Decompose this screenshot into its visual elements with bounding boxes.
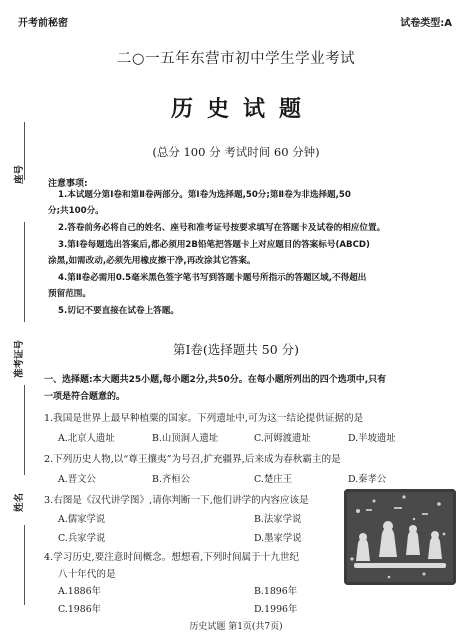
lecture-rubbing-image: [344, 489, 456, 585]
question-3-option-d: D.墨家学说: [254, 533, 302, 544]
page-footer: 历史试题 第1页(共7页): [189, 622, 283, 632]
han-lecture-picture: [344, 489, 456, 585]
question-2-option-c: C.楚庄王: [254, 474, 292, 485]
question-1-option-a: A.北京人遗址: [58, 433, 115, 444]
question-2-stem: 2.下列历史人物,以“尊王攘夷”为号召,扩充疆界,后来成为春秋霸主的是: [44, 454, 341, 465]
question-3-option-c: C.兵家学说: [58, 533, 106, 544]
section-title: 第Ⅰ卷(选择题共 50 分): [172, 342, 300, 357]
question-2-option-a: A.晋文公: [58, 474, 96, 485]
binding-label-ticket: 准考证号: [14, 339, 25, 378]
question-4-option-d: D.1996年: [254, 604, 298, 615]
question-1-option-c: C.河姆渡遗址: [254, 433, 311, 444]
question-4-option-a: A.1886年: [58, 586, 101, 597]
question-3-option-a: A.儒家学说: [58, 514, 106, 525]
note-line: 分;共100分。: [48, 206, 104, 216]
note-line: 预留范围。: [48, 289, 91, 299]
binding-label-name: 姓名: [14, 492, 25, 512]
note-line: 5.切记不要直接在试卷上答题。: [58, 306, 179, 316]
instruction-line: 一、选择题:本大题共25小题,每小题2分,共50分。在每小题所列出的四个选项中,只有: [44, 375, 387, 385]
secret-label: 开考前秘密: [18, 18, 68, 29]
instruction-line: 一项是符合题意的。: [44, 392, 126, 402]
binding-label-seat: 座号: [14, 164, 25, 184]
question-1-option-d: D.半坡遗址: [348, 433, 396, 444]
question-2-option-b: B.齐桓公: [152, 474, 190, 485]
exam-info: (总分 100 分 考试时间 60 分钟): [152, 145, 320, 159]
exam-title: 二○一五年东营市初中学生学业考试: [116, 51, 356, 67]
subject-title: 历史试题: [170, 97, 315, 122]
question-2-option-d: D.秦孝公: [348, 474, 387, 485]
binding-line-bottom: [24, 525, 25, 605]
note-line: 3.第Ⅰ卷每题选出答案后,都必须用2B铅笔把答题卡上对应题目的答案标号(ABCD): [58, 240, 370, 250]
question-1-stem: 1.我国是世界上最早种植粟的国家。下列遗址中,可为这一结论提供证据的是: [44, 413, 364, 424]
question-1-option-b: B.山顶洞人遗址: [152, 433, 219, 444]
note-line: 1.本试题分第Ⅰ卷和第Ⅱ卷两部分。第Ⅰ卷为选择题,50分;第Ⅱ卷为非选择题,50: [58, 190, 351, 200]
paper-type-label: 试卷类型:A: [400, 18, 452, 29]
question-4-stem-line: 八十年代的是: [58, 569, 116, 580]
question-4-stem-line: 4.学习历史,要注意时间概念。想想看,下列时间属于十九世纪: [44, 552, 300, 563]
question-4-option-b: B.1896年: [254, 586, 298, 597]
note-line: 4.第Ⅱ卷必需用0.5毫米黑色签字笔书写到答题卡题号所指示的答题区域,不得超出: [58, 273, 367, 283]
question-3-option-b: B.法家学说: [254, 514, 302, 525]
notes-heading: 注意事项:: [48, 179, 88, 189]
binding-line-lower: [24, 385, 25, 475]
note-line: 2.答卷前务必将自己的姓名、座号和准考证号按要求填写在答题卡及试卷的相应位置。: [58, 223, 386, 233]
question-3-stem: 3.右图是《汉代讲学图》,请你判断一下,他们讲学的内容应该是: [44, 495, 309, 506]
note-line: 涂黑,如需改动,必须先用橡皮擦干净,再改涂其它答案。: [48, 256, 256, 266]
question-4-option-c: C.1986年: [58, 604, 102, 615]
binding-line-mid: [24, 222, 25, 322]
